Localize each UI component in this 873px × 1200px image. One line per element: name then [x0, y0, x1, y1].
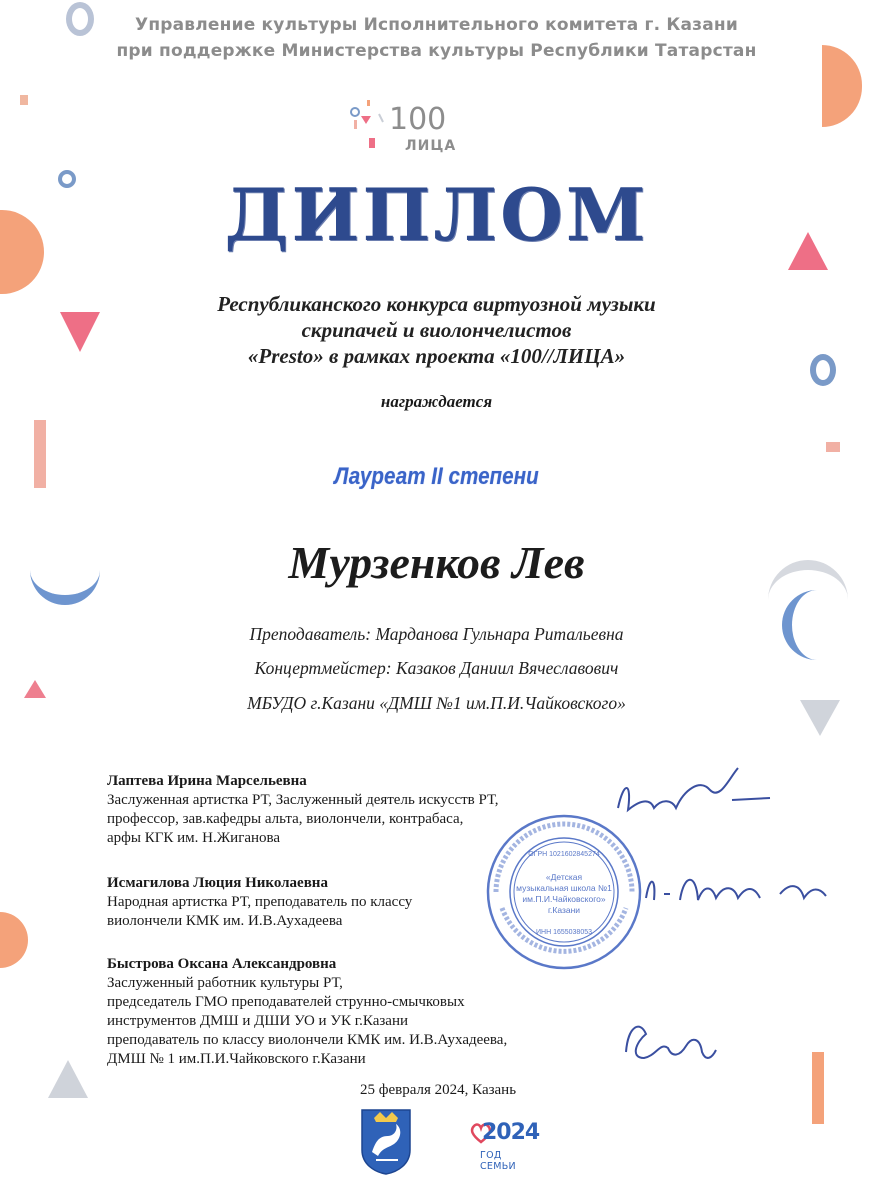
year-of-family-logo	[470, 1120, 540, 1170]
competition-line-3: «Presto» в рамках проекта «100//ЛИЦА»	[247, 344, 626, 368]
jury-member-2	[107, 874, 412, 931]
deco-triangle-grey-left	[48, 1060, 88, 1098]
header-line-1: Управление культуры Исполнительного комитета г. Казани	[135, 15, 738, 35]
stamp-inn: ИНН 1655038053	[535, 929, 593, 936]
project-logo	[349, 100, 479, 160]
issue-date: 25 февраля 2024, Казань	[360, 1082, 517, 1098]
jury-title-line: ДМШ № 1 им.П.И.Чайковского г.Казани	[107, 1051, 366, 1067]
jury-title-line: профессор, зав.кафедры альта, виолончели, контрабаса,	[107, 811, 464, 827]
jury-title-line: виолончели КМК им. И.В.Аухадеева	[107, 913, 343, 929]
competition-line-1: Республиканского конкурса виртуозной музыки	[217, 292, 656, 316]
teacher-line: Преподаватель: Марданова Гульнара Ритальевна	[249, 624, 624, 644]
stamp-center-line-4: г.Казани	[547, 905, 581, 915]
deco-bar-left	[20, 95, 28, 105]
page-title: ДИПЛОМ	[224, 172, 649, 257]
project-logo-word: ЛИЦА	[405, 138, 457, 154]
jury-title-line: Заслуженная артистка РТ, Заслуженный деятель искусств РТ,	[107, 792, 499, 808]
jury-name: Быстрова Оксана Александровна	[107, 956, 337, 972]
school-line: МБУДО г.Казани «ДМШ №1 им.П.И.Чайковского»	[247, 693, 626, 713]
kazan-emblem-icon	[358, 1106, 414, 1176]
year-logo-caption: ГОД СЕМЬИ	[480, 1150, 516, 1172]
competition-line-2: скрипачей и виолончелистов	[301, 318, 572, 342]
jury-member-3	[107, 955, 507, 1069]
jury-title-line: преподаватель по классу виолончели КМК им. И.В.Аухадеева,	[107, 1032, 508, 1048]
deco-bar-vertical-left	[34, 420, 46, 488]
signature-2	[640, 864, 840, 914]
awarded-label: награждается	[380, 392, 493, 411]
signature-3	[616, 1012, 726, 1072]
stamp-center-line-3: им.П.И.Чайковского»	[522, 894, 606, 904]
year-logo-year: 2024	[482, 1120, 540, 1145]
stamp-ogrn: ОГРН 1021602845274	[528, 851, 600, 858]
jury-member-1	[107, 772, 498, 848]
deco-half-circle-left-bottom	[0, 912, 28, 968]
project-logo-mark-icon	[349, 100, 389, 150]
jury-title-line: Заслуженный работник культуры РТ,	[107, 975, 343, 991]
deco-bar-vertical-right	[812, 1052, 824, 1124]
official-stamp	[484, 812, 644, 972]
jury-title-line: арфы КГК им. Н.Жиганова	[107, 830, 281, 846]
recipient-name: Мурзенков Лев	[288, 537, 585, 588]
deco-bar-right	[826, 442, 840, 452]
laureate-degree: Лауреат II степени	[334, 463, 539, 490]
jury-title-line: председатель ГМО преподавателей струнно-смычковых	[107, 994, 465, 1010]
project-logo-number: 100	[389, 102, 447, 137]
accompanist-line: Концертмейстер: Казаков Даниил Вячеславович	[254, 658, 619, 678]
jury-name: Лаптева Ирина Марсельевна	[107, 773, 307, 789]
jury-title-line: инструментов ДМШ и ДШИ УО и УК г.Казани	[107, 1013, 409, 1029]
jury-name: Исмагилова Люция Николаевна	[107, 875, 328, 891]
header-line-2: при поддержке Министерства культуры Республики Татарстан	[116, 41, 757, 61]
jury-title-line: Народная артистка РТ, преподаватель по классу	[107, 894, 413, 910]
stamp-center-line-2: музыкальная школа №1	[516, 883, 612, 893]
stamp-center-line-1: «Детская	[545, 872, 583, 882]
